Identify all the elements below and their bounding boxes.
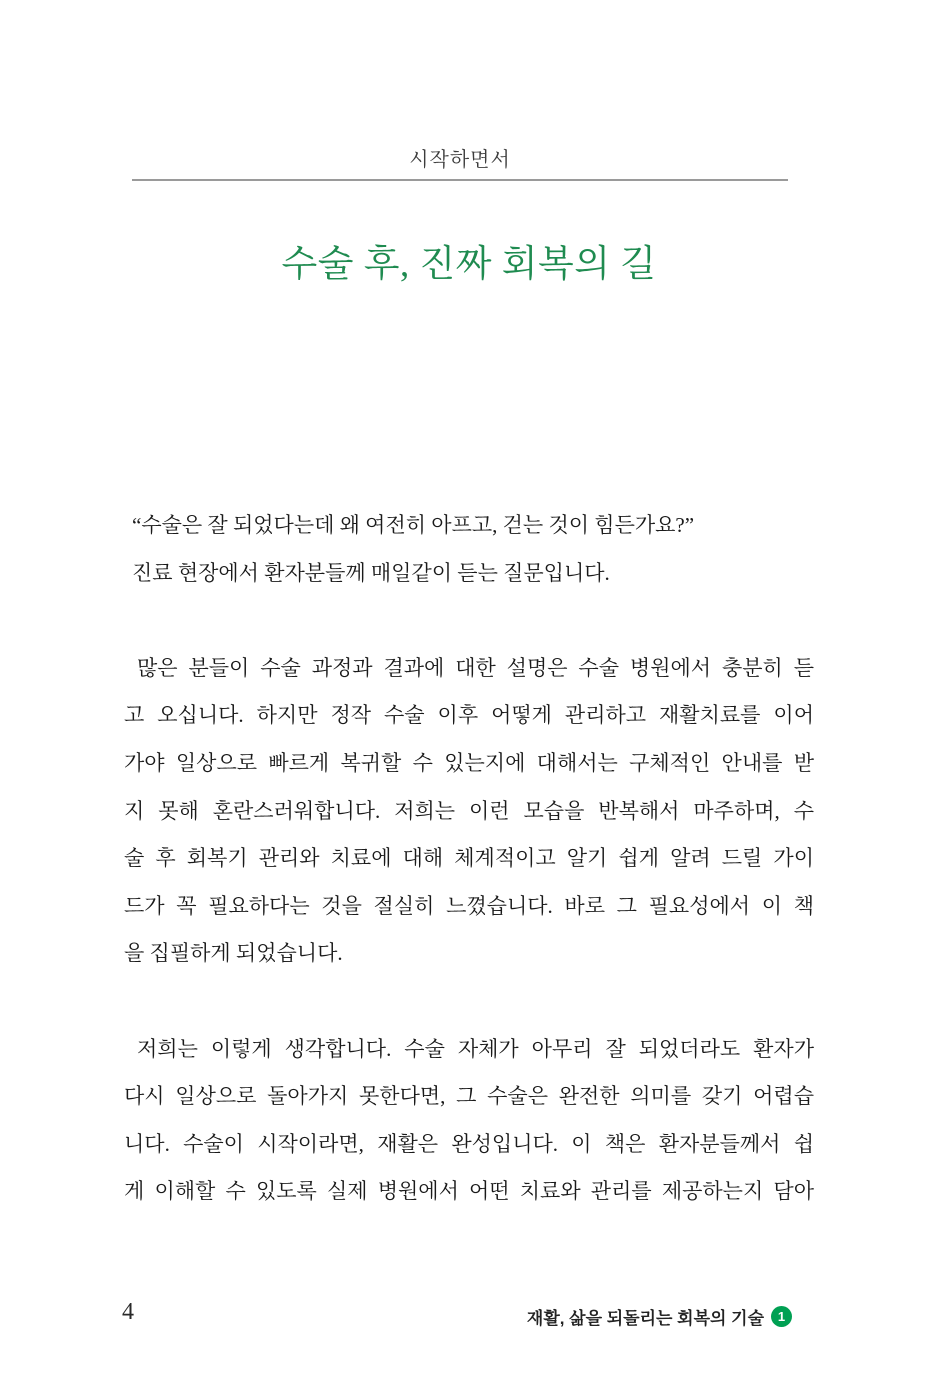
text-line: 진료 현장에서 환자분들께 매일같이 듣는 질문입니다. xyxy=(132,560,610,585)
text-line: 가야 일상으로 빠르게 복귀할 수 있는지에 대해서는 구체적인 안내를 받 xyxy=(124,750,814,775)
text-line: 술 후 회복기 관리와 치료에 대해 체계적이고 알기 쉽게 알려 드릴 가이 xyxy=(124,846,814,871)
chapter-title: 수술 후, 진짜 회복의 길 xyxy=(281,244,657,285)
text-line: 게 이해할 수 있도록 실제 병원에서 어떤 치료와 관리를 제공하는지 담아 xyxy=(124,1179,814,1204)
page-number: 4 xyxy=(122,1299,134,1325)
text-line: 드가 꼭 필요하다는 것을 절실히 느꼈습니다. 바로 그 필요성에서 이 책 xyxy=(124,893,814,918)
text-line: 지 못해 혼란스러워합니다. 저희는 이런 모습을 반복해서 마주하며, 수 xyxy=(124,798,814,823)
book-title: 재활, 삶을 되돌리는 회복의 기술 xyxy=(526,1309,764,1328)
running-footer xyxy=(527,1304,792,1329)
text-line: 저희는 이렇게 생각합니다. 수술 자체가 아무리 잘 되었더라도 환자가 xyxy=(137,1036,814,1061)
paragraph xyxy=(124,1026,814,1216)
text-line: 다시 일상으로 돌아가지 못한다면, 그 수술은 완전한 의미를 갖기 어렵습 xyxy=(124,1084,814,1109)
body-text xyxy=(124,502,814,1216)
text-line: 니다. 수술이 시작이라면, 재활은 완성입니다. 이 책은 환자분들께서 쉽 xyxy=(124,1131,814,1156)
paragraph-dialogue xyxy=(124,502,814,597)
text-line: 많은 분들이 수술 과정과 결과에 대한 설명은 수술 병원에서 충분히 듣 xyxy=(137,655,814,680)
volume-badge: 1 xyxy=(771,1306,792,1327)
paragraph xyxy=(124,645,814,978)
header-divider-rule xyxy=(132,179,788,181)
text-line: 을 집필하게 되었습니다. xyxy=(124,941,343,966)
section-label: 시작하면서 xyxy=(409,149,511,171)
text-line: “수술은 잘 되었다는데 왜 여전히 아프고, 걷는 것이 힘든가요?” xyxy=(132,513,695,537)
text-line: 고 오십니다. 하지만 정작 수술 이후 어떻게 관리하고 재활치료를 이어 xyxy=(124,703,814,728)
